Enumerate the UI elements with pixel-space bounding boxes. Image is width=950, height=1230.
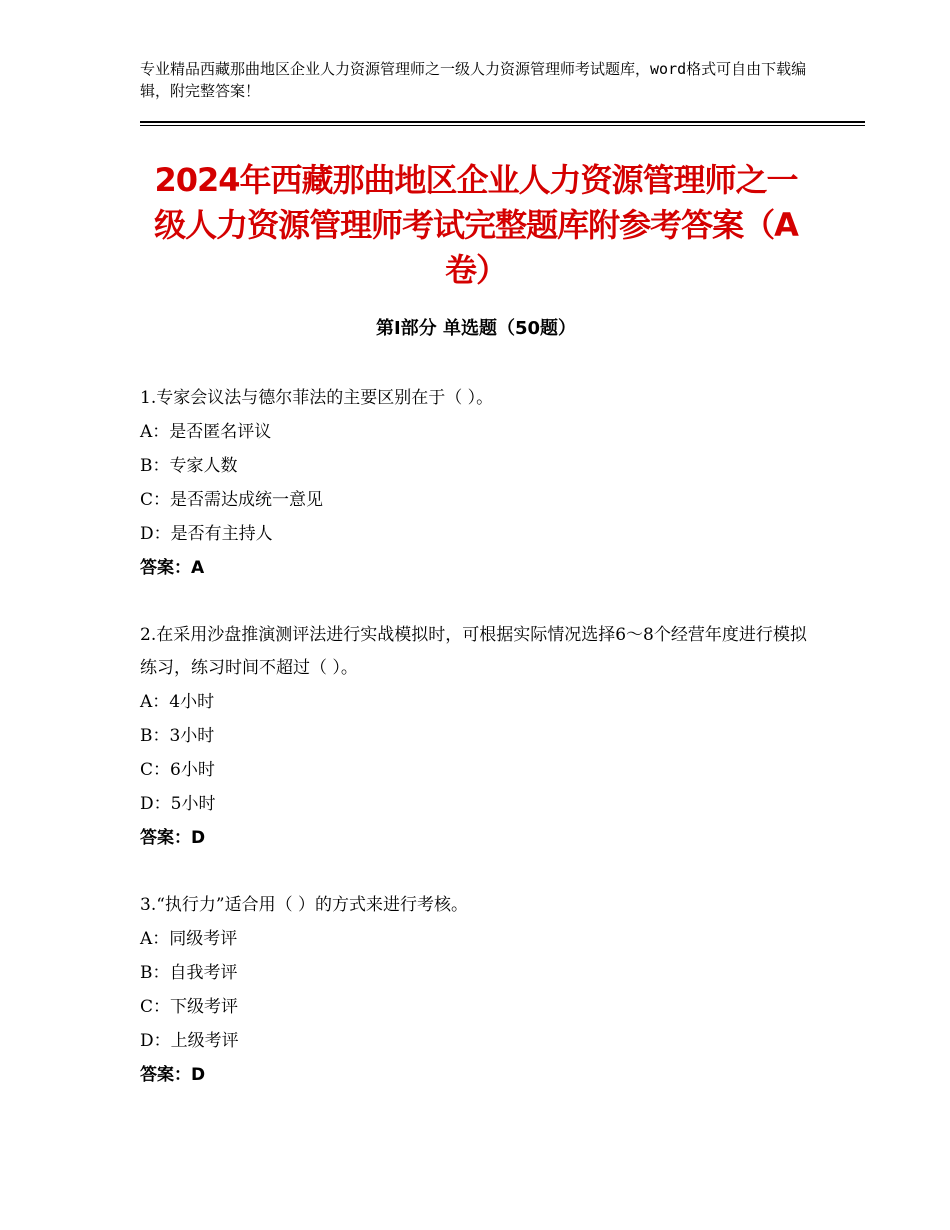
section-title: 第I部分 单选题（50题） <box>375 318 576 339</box>
question-2 <box>140 619 810 855</box>
header-note: 专业精品西藏那曲地区企业人力资源管理师之一级人力资源管理师考试题库，word格式可自由下载编辑，附完整答案！ <box>140 60 807 100</box>
option-b: B：自我考评 <box>140 963 238 983</box>
question-1 <box>140 382 810 585</box>
option-c: C：下级考评 <box>140 997 239 1017</box>
question-stem: 2.在采用沙盘推演测评法进行实战模拟时，可根据实际情况选择6～8个经营年度进行模拟练习，练习时间不超过（ ）。 <box>140 625 807 678</box>
question-stem: 1.专家会议法与德尔菲法的主要区别在于（ ）。 <box>140 388 494 408</box>
option-a: A：同级考评 <box>140 929 238 949</box>
option-d: D：是否有主持人 <box>140 524 273 544</box>
header-rule-thick <box>140 121 865 123</box>
document-title: 2024年西藏那曲地区企业人力资源管理师之一级人力资源管理师考试完整题库附参考答案（A卷） <box>154 161 798 289</box>
option-a: A：4小时 <box>140 692 215 712</box>
answer: 答案：D <box>140 828 206 848</box>
option-d: D：5小时 <box>140 794 216 814</box>
question-list <box>140 382 810 1126</box>
option-a: A：是否匿名评议 <box>140 422 272 442</box>
option-b: B：专家人数 <box>140 456 238 476</box>
option-d: D：上级考评 <box>140 1031 239 1051</box>
answer: 答案：A <box>140 558 205 578</box>
option-c: C：是否需达成统一意见 <box>140 490 324 510</box>
question-stem: 3.“执行力”适合用（ ）的方式来进行考核。 <box>140 895 469 915</box>
question-3 <box>140 889 810 1092</box>
option-b: B：3小时 <box>140 726 215 746</box>
header-rule-thin <box>140 125 865 126</box>
option-c: C：6小时 <box>140 760 215 780</box>
answer: 答案：D <box>140 1065 206 1085</box>
